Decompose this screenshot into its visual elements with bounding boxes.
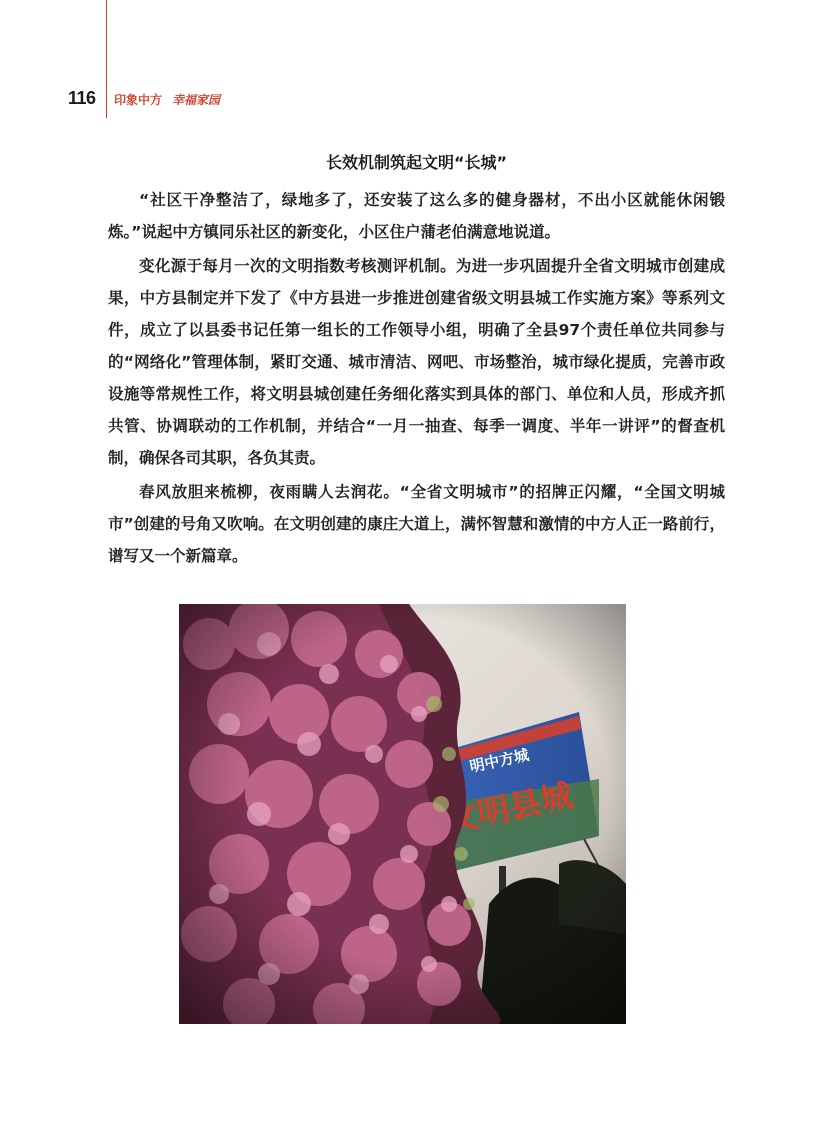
margin-rule (106, 0, 107, 118)
paragraph: 变化源于每月一次的文明指数考核测评机制。为进一步巩固提升全省文明城市创建成果，中方县制定并下发了《中方县进一步推进创建省级文明县城工作实施方案》等系列文件，成立了以县委书记任第一组长的工作领导小组，明确了全县97个责任单位共同参与的“网络化”管理体制，紧盯交通、城市清洁、网吧、市场整治，城市绿化提质，完善市政设施等常规性工作，将文明县城创建任务细化落实到具体的部门、单位和人员，形成齐抓共管、协调联动的工作机制，并结合“一月一抽查、每季一调度、半年一讲评”的督查机制，确保各司其职，各负其责。 (108, 257, 725, 467)
running-header (114, 91, 220, 108)
photo-illustration (179, 604, 626, 1024)
paragraph: “社区干净整洁了，绿地多了，还安装了这么多的健身器材，不出小区就能休闲锻炼。”说起中方镇同乐社区的新变化，小区住户蒲老伯满意地说道。 (108, 191, 725, 241)
article-body (108, 184, 725, 574)
article-title: 长效机制筑起文明“长城” (325, 153, 508, 172)
section-subtitle: 幸福家园 (172, 93, 221, 107)
section-title: 印象中方 (114, 93, 163, 107)
cherry-blossom-photo (179, 604, 626, 1024)
paragraph: 春风放胆来梳柳，夜雨瞒人去润花。“全省文明城市”的招牌正闪耀，“全国文明城市”创建的号角又吹响。在文明创建的康庄大道上，满怀智慧和激情的中方人正一路前行，谱写又一个新篇章。 (108, 483, 725, 565)
page-number: 116 (68, 88, 96, 108)
